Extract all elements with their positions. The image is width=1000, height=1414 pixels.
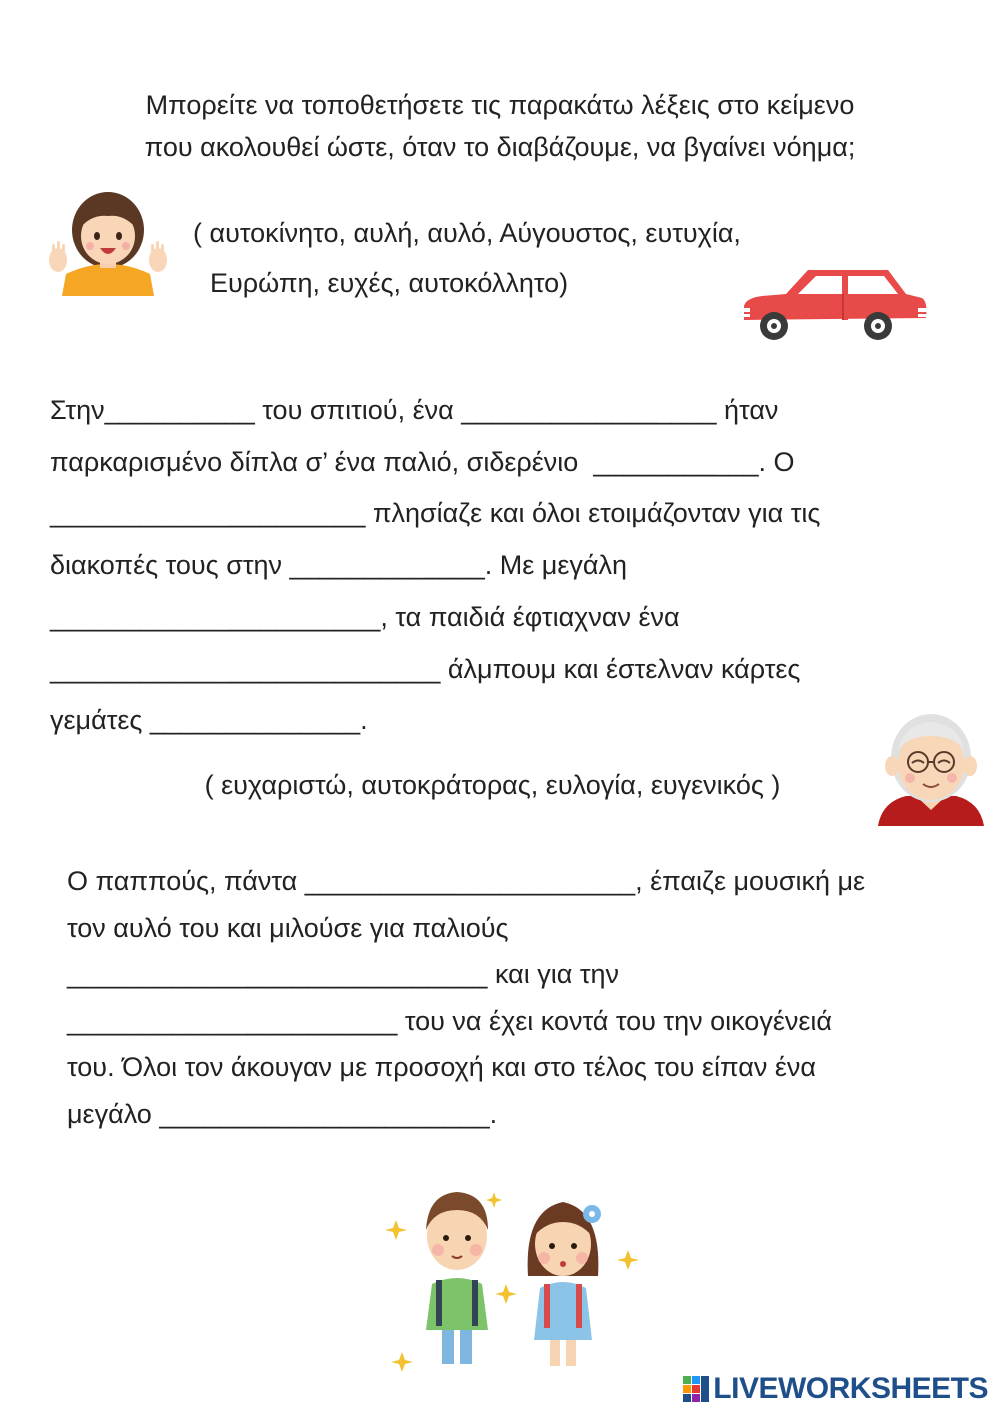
paragraph-2-line-3 bbox=[67, 951, 967, 998]
answer-blank[interactable]: ______________ bbox=[149, 705, 361, 736]
answer-blank[interactable]: _____________ bbox=[289, 550, 485, 581]
text: μεγάλο bbox=[67, 1098, 160, 1129]
answer-blank[interactable]: _________________ bbox=[461, 395, 717, 425]
paragraph-1 bbox=[50, 385, 950, 747]
kids-illustration bbox=[384, 1180, 644, 1380]
text: τον αυλό του και μιλούσε για παλιούς bbox=[67, 912, 509, 943]
paragraph-2-line-1 bbox=[67, 858, 967, 905]
text: , τα παιδιά έφτιαχναν ένα bbox=[380, 601, 680, 632]
text: του. Όλοι τον άκουγαν με προσοχή και στο τέλος του είπαν ένα bbox=[67, 1052, 816, 1083]
text: Ο παππούς, πάντα bbox=[67, 866, 305, 896]
word-bank-1-line-2: Ευρώπη, ευχές, αυτοκόλλητο) bbox=[210, 268, 569, 298]
text: . Με μεγάλη bbox=[484, 550, 628, 581]
paragraph-1-line-2 bbox=[50, 437, 950, 489]
answer-blank[interactable]: ______________________ bbox=[67, 1005, 398, 1036]
answer-blank[interactable]: __________ bbox=[104, 395, 255, 425]
paragraph-2 bbox=[67, 858, 967, 1138]
answer-blank[interactable]: ____________________________ bbox=[67, 959, 488, 990]
text: . bbox=[360, 705, 368, 736]
liveworksheets-logo bbox=[683, 1372, 988, 1406]
text: του σπιτιού, ένα bbox=[254, 395, 462, 425]
text: Στην bbox=[50, 395, 105, 425]
answer-blank[interactable]: ___________ bbox=[593, 446, 759, 477]
answer-blank[interactable]: __________________________ bbox=[50, 653, 441, 684]
text: γεμάτες bbox=[50, 705, 150, 736]
instructions-line-1: Μπορείτε να τοποθετήσετε τις παρακάτω λέξεις στο κείμενο bbox=[145, 90, 855, 120]
brand-text: LIVEWORKSHEETS bbox=[713, 1372, 988, 1405]
paragraph-1-line-3 bbox=[50, 488, 950, 540]
text: πλησίαζε και όλοι ετοιμάζονταν για τις bbox=[365, 498, 821, 529]
text: , έπαιζε μουσική με bbox=[635, 866, 866, 896]
grandpa-illustration bbox=[876, 706, 986, 826]
word-bank-1-line-1: ( αυτοκίνητο, αυλή, αυλό, Αύγουστος, ευτυχία, bbox=[193, 218, 741, 248]
answer-blank[interactable]: _____________________ bbox=[50, 498, 366, 529]
paragraph-1-line-7 bbox=[50, 695, 950, 747]
instructions bbox=[0, 84, 1000, 168]
answer-blank[interactable]: ______________________ bbox=[159, 1098, 490, 1129]
text: άλμπουμ και έστελναν κάρτες bbox=[440, 653, 801, 684]
paragraph-1-line-5 bbox=[50, 592, 950, 644]
car-illustration bbox=[738, 264, 930, 344]
answer-blank[interactable]: ______________________ bbox=[50, 601, 381, 632]
word-bank-2: ( ευχαριστώ, αυτοκράτορας, ευλογία, ευγενικός ) bbox=[204, 770, 781, 800]
paragraph-1-line-1 bbox=[50, 385, 950, 437]
paragraph-1-line-6 bbox=[50, 644, 950, 696]
text: ήταν bbox=[716, 395, 779, 425]
answer-blank[interactable]: ______________________ bbox=[304, 866, 636, 896]
text: . bbox=[489, 1098, 498, 1129]
logo-icon bbox=[683, 1376, 709, 1402]
text: παρκαρισμένο δίπλα σ’ ένα παλιό, σιδερένιο bbox=[50, 446, 594, 477]
paragraph-2-line-5 bbox=[67, 1044, 967, 1091]
paragraph-1-line-4 bbox=[50, 540, 950, 592]
text: του να έχει κοντά του την οικογένειά bbox=[397, 1005, 832, 1036]
text: διακοπές τους στην bbox=[50, 550, 290, 581]
paragraph-2-line-6 bbox=[67, 1091, 967, 1138]
paragraph-2-line-2 bbox=[67, 905, 967, 952]
text: . Ο bbox=[758, 446, 795, 477]
text: και για την bbox=[487, 959, 620, 990]
instructions-line-2: που ακολουθεί ώστε, όταν το διαβάζουμε, να βγαίνει νόημα; bbox=[144, 132, 856, 162]
paragraph-2-line-4 bbox=[67, 998, 967, 1045]
girl-illustration bbox=[48, 188, 168, 296]
